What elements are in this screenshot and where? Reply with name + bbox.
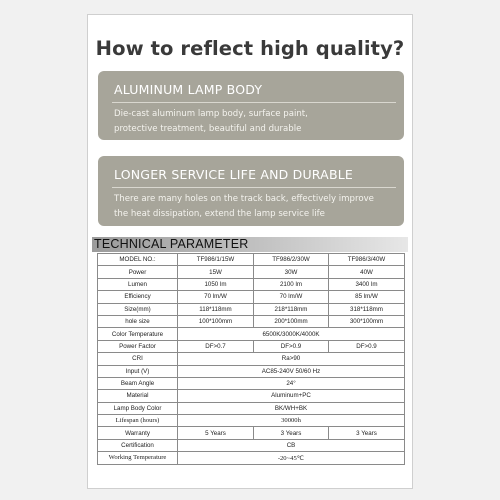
spec-value-cell: 2100 lm [254,278,329,290]
technical-parameter-title: TECHNICAL PARAMETER [94,237,249,251]
spec-label-cell: Lamp Body Color [98,402,178,414]
feature-heading: ALUMINUM LAMP BODY [114,82,263,97]
spec-value-cell: 3 Years [329,427,405,439]
table-row [98,452,405,464]
spec-value-cell: 40W [329,266,405,278]
spec-label-cell: MODEL NO.: [98,254,178,266]
spec-value-cell: Ra>90 [178,353,405,365]
spec-label-cell: Warranty [98,427,178,439]
spec-value-cell: 70 lm/W [178,291,254,303]
spec-table [97,253,405,465]
spec-value-cell: 3 Years [254,427,329,439]
spec-value-cell: AC85-240V 50/60 Hz [178,365,405,377]
table-row [98,427,405,439]
table-row [98,303,405,315]
feature-service-life [98,156,404,226]
spec-value-cell: -20~45℃ [178,452,405,464]
spec-value-cell: 70 lm/W [254,291,329,303]
page-title: How to reflect high quality? [95,37,405,60]
spec-label-cell: hole size [98,315,178,327]
spec-label-cell: Working Temperature [98,452,178,464]
table-row [98,365,405,377]
feature-description [114,107,394,137]
table-row [98,377,405,389]
feature-aluminum-body [98,71,404,140]
spec-value-cell: 15W [178,266,254,278]
spec-value-cell: DF>0.9 [254,340,329,352]
spec-value-cell: 30000h [178,415,405,427]
spec-value-cell: 300*100mm [329,315,405,327]
spec-value-cell: DF>0.7 [178,340,254,352]
table-row [98,390,405,402]
spec-table-body [98,254,405,465]
spec-value-cell: TF986/3/40W [329,254,405,266]
feature-description-line: the heat dissipation, extend the lamp service life [114,209,325,219]
spec-value-cell: 318*118mm [329,303,405,315]
table-row [98,291,405,303]
table-row [98,278,405,290]
spec-value-cell: BK/WH+BK [178,402,405,414]
spec-value-cell: 118*118mm [178,303,254,315]
feature-description-line: There are many holes on the track back, effectively improve [114,194,374,204]
spec-label-cell: Color Temperature [98,328,178,340]
spec-value-cell: 100*100mm [178,315,254,327]
table-row [98,353,405,365]
spec-label-cell: Lumen [98,278,178,290]
feature-divider [112,102,396,103]
spec-label-cell: Size(mm) [98,303,178,315]
spec-value-cell: CB [178,439,405,451]
technical-parameter-header [92,237,408,252]
feature-divider [112,187,396,188]
table-row [98,402,405,414]
spec-label-cell: Lifespan (hours) [98,415,178,427]
spec-value-cell: 218*118mm [254,303,329,315]
feature-description-line: Die-cast aluminum lamp body, surface paint, [114,109,308,119]
spec-value-cell: 85 lm/W [329,291,405,303]
spec-sheet [87,14,413,489]
spec-value-cell: 3400 lm [329,278,405,290]
table-row [98,415,405,427]
table-row [98,315,405,327]
spec-label-cell: CRI [98,353,178,365]
table-row [98,340,405,352]
spec-label-cell: Certification [98,439,178,451]
spec-value-cell: 30W [254,266,329,278]
table-row [98,328,405,340]
spec-label-cell: Efficiency [98,291,178,303]
spec-label-cell: Power Factor [98,340,178,352]
spec-value-cell: TF986/1/15W [178,254,254,266]
spec-value-cell: 5 Years [178,427,254,439]
spec-value-cell: 6500K/3000K/4000K [178,328,405,340]
spec-value-cell: DF>0.9 [329,340,405,352]
feature-description-line: protective treatment, beautiful and durable [114,124,302,134]
spec-value-cell: Aluminum+PC [178,390,405,402]
table-row [98,439,405,451]
spec-value-cell: TF986/2/30W [254,254,329,266]
spec-value-cell: 24° [178,377,405,389]
spec-label-cell: Material [98,390,178,402]
feature-description [114,192,394,222]
spec-label-cell: Power [98,266,178,278]
spec-value-cell: 1050 lm [178,278,254,290]
spec-value-cell: 200*100mm [254,315,329,327]
table-row [98,266,405,278]
spec-label-cell: Input (V) [98,365,178,377]
feature-heading: LONGER SERVICE LIFE AND DURABLE [114,167,353,182]
table-row [98,254,405,266]
spec-label-cell: Beam Angle [98,377,178,389]
